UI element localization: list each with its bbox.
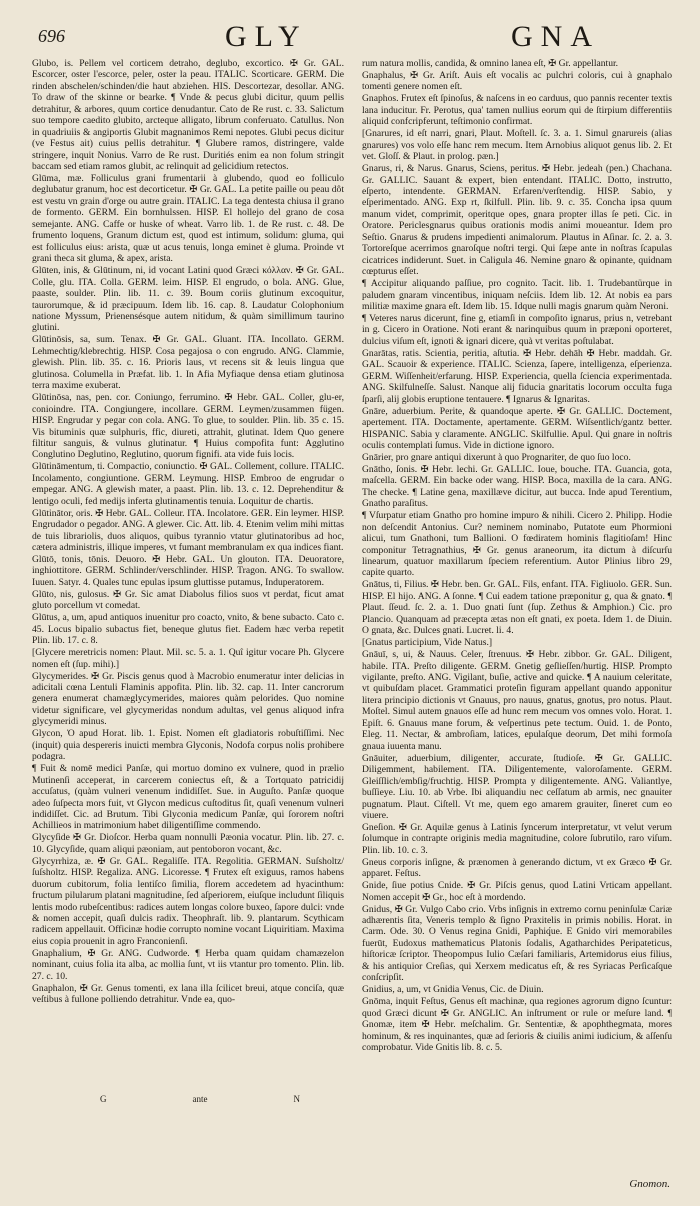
- column-guide: [100, 1094, 300, 1104]
- dictionary-entry: Gnaphalium, ✠ Gr. ANG. Cudworde. ¶ Herba quam quidam chamæzelon nominant, cuius folia ita alba, ac mollia ſunt, vt iis vtantur pro tomento. Plin. lib. 27. c. 10.: [32, 947, 344, 982]
- dictionary-entry: Gnide, ſiue potius Cnide. ✠ Gr. Piſcis genus, quod Latini Vrticam appellant. Nomen accepit ✠ Gr., hoc eſt à mordendo.: [362, 880, 672, 903]
- guide-right: N: [293, 1094, 300, 1104]
- dictionary-entry: ¶ Veteres narus dicerunt, fine g, etiamſi in compoſito ignarus, prius n, vetrebant in g. Cicero in Oratione. Noti erant & narinquibus quum in præponi oporteret, dulcius viſum eſt, ignoti & ignari dicere, quà vt veritas poſtulabat.: [362, 312, 672, 347]
- dictionary-entry: Gnāuī, s, ui, & Nauus. Celer, ſtrenuus. ✠ Hebr. zibbor. Gr. GAL. Diligent, habile. ITA. Preſto diligente. GERM. Gnetig geſlieſſen/hurtig. HISP. Prompto vigilante, preſto. ANG. Vigilant, buſie, active and quicke. ¶ A nauium celeritate, vt quibuſdam placet. Grammatici proteſin figuram appellant quando apponitur litera principio dictionis vt Gnauus, pro nauus, gnatus, gnotus, pro notus. Plaut. Moſtel. Simul autem gnauos eſſe ad hunc rem mecum vos omnes volo. Horat. 1. Epiſt. 6. Gnauus mane forum, & veſpertinus pete tectum. Ouid. 1. de Ponto, Eleg. 11. Nectar, & ambroſiam, latices, epulaſque deorum, Det mihi formoſa gnaua iuuenta manu.: [362, 649, 672, 752]
- dictionary-entry: Gnātho, ſonis. ✠ Hebr. lechi. Gr. GALLIC. Ioue, bouche. ITA. Guancia, gota, maſcella. GERM. Ein backe oder wang. HISP. Boca, maxilla de la cara. ANG. The checke. ¶ Latine gena, maxillæve dicitur, aut bucca. Inde apud Terentium, Gnatho paraſitus.: [362, 463, 672, 510]
- dictionary-entry: Gnāuiter, aduerbium, diligenter, accurate, ſtudioſe. ✠ Gr. GALLIC. Diligemment, habilement. ITA. Diligentemente, valoroſamente. GERM. Gleiſſlich/embſig/fruchtig. HISP. Prompta y diligentemente. ANG. Valiantlye, buſſieye. Liu. 10. ab Vrbe. Ibi aliquandiu nec ceſſatum ab armis, nec gnauiter pugnatum. Plaut. Ciſtell. Vt me, quem ego amarem grauiter, ſineret cum eo viuere.: [362, 752, 672, 821]
- dictionary-entry: Glūten, inis, & Glūtinum, ni, id vocant Latini quod Græci κόλλαν. ✠ Gr. GAL. Colle, glu. ITA. Colla. GERM. leim. HISP. El engrudo, o bola. ANG. Glue, paaste, soulder. Plin. lib. 11. c. 39. Boum coriis glutinum excoquitur, taurorumque, & id præcipuum. Idem lib. 16. cap. 8. Laudatur Colophonium natione Myssum, Prienensésque autem nitidum, & quàm simillimum taurino glutini.: [32, 265, 344, 334]
- dictionary-entry: Glūto, nis, gulosus. ✠ Gr. Sic amat Diabolus filios suos vt perdat, ficut amat gluto porcellum vt comedat.: [32, 588, 344, 612]
- dictionary-entry: Glycon, Ὁ apud Horat. lib. 1. Epist. Nomen eſt gladiatoris robuſtiſſimi. Nec (inquit) quia despereris inuicti membra Glyconis, Nodofa corpus nolis prohibere podagra.: [32, 728, 344, 763]
- dictionary-entry: Gnāre, aduerbium. Perite, & quandoque aperte. ✠ Gr. GALLIC. Doctement, apertement. ITA. Doctamente, apertamente. GERM. Wiſsentlich/gantz better. HISPANIC. Sabia y claramente. ANGLIC. Skilfullie. Apul. Qui gnare in noſtris oculis contemplati ſumus. Vide in dictione ignoro.: [362, 405, 672, 451]
- running-header: [30, 18, 670, 52]
- dictionary-entry: [Gnatus participium, Vide Natus.]: [362, 637, 493, 649]
- dictionary-entry: Gnaphos. Frutex eſt ſpinoſus, & naſcens in eo carduus, quo pannis recenter textis lana inducitur. Fr. Perotus, qua' tamen nullius eorum qui de ſtirpium differentiis aliquid confcripferunt, teſtimonio confirmat.: [362, 93, 672, 128]
- dictionary-entry: Glūtinōsis, sa, sum. Tenax. ✠ Gr. GAL. Gluant. ITA. Incollato. GERM. Lehmechtig/klebrechtig. HISP. Cosa pegajosa o con engrudo. ANG. Clammie, glewish. Plin. lib. 35. c. 16. Prioris laus, vt recens sit & leuis lingua que glutinosa. Columella in Præfat. lib. 1. In Afia Myfiaque densa etiam glutinosa terra maxime exuberat.: [32, 334, 344, 392]
- dictionary-entry: Gneſion. ✠ Gr. Aquilæ genus à Latinis ſyncerum interpretatur, vt velut verum ſolumque in contrapte originis media magnitudine, colore ſubrutilo, raro viſum. Plin. lib. 10. c. 3.: [362, 821, 672, 856]
- dictionary-entry: [Gnarures, id eſt narri, gnari, Plaut. Moſtell. ſc. 3. a. 1. Simul gnarureis (alias gnarures) vos volo eſſe hanc rem mecum. Item Arnobius aliquot genus lib. 2. Et vet. Gloſſ. & Plaut. in prolog. pæn.]: [362, 128, 672, 163]
- dictionary-entry: Glycymerides. ✠ Gr. Piscis genus quod à Macrobio enumeratur inter delicias in adicitali cœna Lentuli Flaminis appofita. Plin. lib. 32. cap. 11. Inter cancrorum genera enumerat chamæglycymerides, maiores quàm pelorides. Quo nomine videtur significare, vel glycymeridas nondum adultas, vel genus aliquod infra glycymeridi minus.: [32, 670, 344, 728]
- dictionary-entry: Gnaphalon, ✠ Gr. Genus tomenti, ex lana illa ſcilicet breui, atque conciſa, quæ veſtibus à fullone polliendo detrahitur. Vnde ea, quo-: [32, 982, 344, 1006]
- dictionary-entry: Gnarus, ri, & Narus. Gnarus, Sciens, peritus. ✠ Hebr. jedeah (pen.) Chachana. Gr. GALLIC. Sauant & expert, bien entendant. ITALIC. Dotto, instrutto, eſperto, intendente. GERMAN. Erfaren/verſtendig. HISP. Sabio, y eſperimentado. ANG. Exp rt, ſkilfull. Plin. lib. 9. c. 35. Concha ipsa quum manum videt, comprimit, operitque opes, gnara propter illas ſe peti. Cic. in Oratore. Periclesgnarus quibus orationis modis animi moueantur. Idem pro Seſtio. Gnarus & prudens impedienti animalorum. Plautus in Aſinar. ſc. 2. a. 3. Tortoreſque acerrimos gnaroſque noſtri tergi. Qui ſæpe ante in noſtras ſcapulas cicatrices indiderunt. Suet. in Caligula 46. Nemine gnaro & opinante, quidnam cœpturus eſſet.: [362, 163, 672, 278]
- dictionary-entry: ¶ Fuit & nomē medici Panſæ, qui mortuo domino ex vulnere, quod in prælio Mutinenſi acceperat, in carcerem coniectus eſt, & a Tortquato patricidij accuſatus, (quàm vulneri venenum indidiſſet. Sue. in Auguſto. Panſæ quoque adeo ſuſpecta mors fuit, vt Glycon medicus cuſtoditus ſit, quaſi venenum vulneri indidiſſet. Cic. ad Brutum. Tibi Glyconia medicum Panſæ, qui ſororem noſtri Achillieos in matrimonium habet diligentiſſime commendo.: [32, 763, 344, 832]
- dictionary-entry: Gnidius, a, um, vt Gnidia Venus, Cic. de Diuin.: [362, 984, 544, 996]
- dictionary-entry: ¶ Vſurpatur etiam Gnatho pro homine impuro & nihili. Cicero 2. Philipp. Hodie non deſcendit Antonius. Cur? neminem nominabo, Putatote eum Phormioni alicui, tum Gnathoni, tum Ballioni. O fœdiratem hominis flagitioſam! Hinc componitur Tetragnathius, ✠ Gr. genus araneorum, ita dictum à diſcurſu linearum, quatuor maxillarum ſpeciem referentium. Autor Plinius libro 29, capite quarto.: [362, 510, 672, 579]
- catchword: Gnomon.: [629, 1178, 670, 1190]
- page-number: 696: [38, 26, 65, 46]
- right-column: [362, 58, 672, 1178]
- dictionary-entry: Glūtināmentum, ti. Compactio, coniunctio. ✠ GAL. Collement, collure. ITALIC. Incolamento, congiuntione. GERM. Leymung. HISP. Embroo de engrudar o empegar. ANG. A glewish mater, a paast. Plin. lib. 13. c. 12. Deprehenditur & lentigo oculi, fed medijs inferta glutinamentis tenuia. Loquitur de chartis.: [32, 461, 344, 507]
- dictionary-entry: Glūma, mæ. Folliculus grani frumentarii à glubendo, quod eo folliculo deglubatur granum, hoc est decorticetur. ✠ Gr. GAL. La petite paille ou peau dôt est vestu vn grain d'orge ou autre grain. ITALIC. La tega dentesta chiusa il grano de formento. GERM. Ein bornhulssen. HISP. El hollejo del grano de cosa semejante. ANG. Caffe or huske of wheat. Varro lib. 1. de Re rust. c. 48. De frumento loquens, Granum dictum est, quod est intimum, solidum: gluma, qui est folliculus eius: arista, quæ ut acus tenuis, longa eminet è gluma. Proinde vt grani theca sit gluma, & apex, arista.: [32, 173, 344, 265]
- right-headword: GNA: [511, 20, 600, 53]
- dictionary-entry: Gnātus, ti, Filius. ✠ Hebr. ben. Gr. GAL. Fils, enfant. ITA. Figliuolo. GER. Sun. HISP. El hijo. ANG. A ſonne. ¶ Cui eadem tatione præponitur g, qua & gnato. ¶ Plaut. ſſeud. ſc. 2. a. 1. Duo gnati ſunt (ſup. Zethus & Amphion.) Cic. pro Plancio. Quanquam ad præcepta ætas non eſt gnati, ex poeta. Idem 1. de Diuin. O gnata, &c. Dulces gnati. Lucret. li. 4.: [362, 579, 672, 637]
- dictionary-entry: Glūtinātor, oris. ✠ Hebr. GAL. Colleur. ITA. Incolatore. GER. Ein leymer. HISP. Engrudador o pegador. ANG. A glewer. Cic. Att. lib. 4. Etenim velim mihi mittas de tuis librariolis, duos aliquos, quibus tyrannio vtatur glutinatoribus ad hoc, cætera administris, illique imperes, vt fumant membranulam ex qua indices fiant.: [32, 507, 344, 554]
- dictionary-entry: ¶ Accipitur aliquando paſſiue, pro cognito. Tacit. lib. 1. Trudebantürque in paludem gnaram vincentibus, iniquam neſciis. Idem lib. 12. At nobis ea pars militiæ maxime gnara eſt. Idem lib. 15. Idque nulli magis gnarum quàm Neroni.: [362, 278, 672, 313]
- dictionary-entry: Glūtus, a, um, apud antiquos inuenitur pro coacto, vnito, & bene subacto. Cato c. 45. Locus bipalio subactus fiet, beneque glutus fiet. Eadem hæc verba repetit Plin. lib. 17. c. 8.: [32, 612, 344, 647]
- dictionary-entry: Gnarātas, ratis. Scientia, peritia, aſtutia. ✠ Hebr. dehāh ✠ Hebr. maddah. Gr. GAL. Scauoir & experience. ITALIC. Scienza, ſapere, intelligenza, eſperienza. GERM. Wiſſenheit/erfarung. HISP. Experiencia, quella ſciencia experimentada. ANG. Skilfulneſſe. Salust. Nanque alij fiducia gnaritatis locorum occulta fuga ſparſi, alij globis eruptione tentauere. ¶ Ignarus & Ignaritas.: [362, 347, 672, 405]
- dictionary-entry: Gnōma, inquit Feſtus, Genus eſt machinæ, qua regiones agrorum digno ſcuntur: quod Græci dicunt ✠ Gr. ANGLIC. An inſtrument or rule or meſure land. ¶ Gnomæ, item ✠ Hebr. meſchalim. Gr. Sententiæ, & apophthegmata, mores hominum, & res inquinantes, quæ ad ſerioris & ciuilis animi iudicium, & aſſenſu comprobatur. Vide Gnitis lib. 8. c. 5.: [362, 996, 672, 1054]
- left-headword: GLY: [225, 20, 308, 53]
- dictionary-entry: Gneus corporis inſigne, & prænomen à generando dictum, vt ex Græco ✠ Gr. apparet. Feſtus.: [362, 856, 672, 880]
- left-column: [32, 58, 344, 1178]
- dictionary-entry: rum natura mollis, candida, & omnino lanea eſt, ✠ Gr. appellantur.: [362, 58, 619, 69]
- dictionary-entry: Glūtō, tonis, tōnis. Deuoro. ✠ Hebr. GAL. Un glouton. ITA. Deuoratore, inghiottitore. GERM. Schlinder/verschlinder. HISP. Tragon. ANG. To swallow. Iuuen. Satyr. 4. Quales tunc epulas ipsum gluttisse putamus, Induperatorem.: [32, 553, 344, 588]
- dictionary-entry: Gnidus, ✠ Gr. Vulgo Cabo crio. Vrbs inſignis in extremo cornu peninſulæ Cariæ adhærentis ſita, Veneris templo & ſigno Praxitelis in primis nobilis. Horat. in Carm. Ode. 30. O Venus regina Gnidi, Paphiq́ue. E Gnido viri memorabiles fuerūt, Eudoxus mathematicus Platonis ſodalis, Agatharchides Peripateticus, hiſtoricæ ſcriptor. Theopompus Iulio Cæſari familiaris, Artemidorus eius filius, & his antiquior Creſias, qui Xerxem medicatus eſt, & res Syriacas Perſicaſque conſcripſit.: [362, 903, 672, 984]
- dictionary-entry: Gnaphalus, ✠ Gr. Ariſt. Auis eſt vocalis ac pulchri coloris, cui à gnaphalo tomenti genere nomen eſt.: [362, 69, 672, 93]
- guide-left: G: [100, 1094, 107, 1104]
- dictionary-entry: Glūtinōsa, nas, pen. cor. Coniungo, ferrumino. ✠ Hebr. GAL. Coller, glu-er, conioindre. ITA. Congiungere, incollare. GERM. Leymen/zusammen fügen. HISP. Engrudar y pegar con cola. ANG. To glue, to soulder. Plin. lib. 35 c. 15. Vis bituminis quæ sulphuris, ffic, diureti, attrahit, glutinat. Idem Quo genere filtitur sanguis, & vulnus glutinatur. ¶ Huius compofita funt: Agglutino Conglutino Deglutino, Reglutino, quorum fignifi. ata vide fuis locis.: [32, 392, 344, 461]
- dictionary-entry: Glycyſide ✠ Gr. Dioſcor. Herba quam nonnulli Pæonia vocatur. Plin. lib. 27. c. 10. Glycyſide, quam aliqui pæoniam, aut pentoboron vocant, &c.: [32, 832, 344, 855]
- dictionary-entry: Glycyrrhiza, æ. ✠ Gr. GAL. Regaliſſe. ITA. Regolitia. GERMAN. Suſsholtz/ſuſsholtz. HISP. Regaliza. ANG. Licoresse. ¶ Frutex eſt exiguus, ramos habens duorum cubitorum, folia lentiſco ſimilia, florem accedetem ad hyacinthum: fructum pilularum platani magnitudine, ſed aſperiorem, eiuſque includunt ſiliquis lentis modo rubeſcentibus: radices autem longas colore buxeo, ſapore dulci: vnde & nomen accepit, quaſi dulcis radix. Theophraſt. lib. 9. plantarum. Scythicam radicem appellauit. Officinæ hodie corrupto nomine vocant Liquiritiam. Maxima eius copia prouenit in agro Franconienſi.: [32, 855, 344, 947]
- dictionary-entry: Gnārier, pro gnare antiqui dixerunt à quo Prognariter, de quo ſuo loco.: [362, 451, 631, 463]
- dictionary-entry: [Glycere meretricis nomen: Plaut. Mil. sc. 5. a. 1. Quî igitur vocare Ph. Glycere nomen eſt (ſup. mihi).]: [32, 647, 344, 670]
- dictionary-entry: Glubo, is. Pellem vel corticem detraho, deglubo, excortico. ✠ Gr. GAL. Escorcer, oster l'escorce, peler, oster la peau. ITALIC. Scorticare. GERM. Die rinden abschelen/schinden/die haut abziehen. HIS. Descortezar, desollar. ANG. To draw of the skinne or bearke. ¶ Vnde & pecus glubi dicitur, quum pellis detrahitur, & arbores, quum cortice denudantur. Cato de Re rust. c. 33. Salictum suo tempore caedito glubito, arcteque alligato, librum conferuato. Catullus. Non in quadriuiis & angiportis Glubit magnanimos Remi nepotes. Glubi pecus dicitur (ve Festus ait) cuius pellis detrahitur. ¶ Glubere ramos, distringere, valde stringere, inquit Nonius. Varro de Re rust. Duritiés enim ea non folum stringit baccam sed etiam ramos glubit, ac relinquit ad gelicidium retectos.: [32, 58, 344, 173]
- guide-center: ante: [192, 1094, 208, 1104]
